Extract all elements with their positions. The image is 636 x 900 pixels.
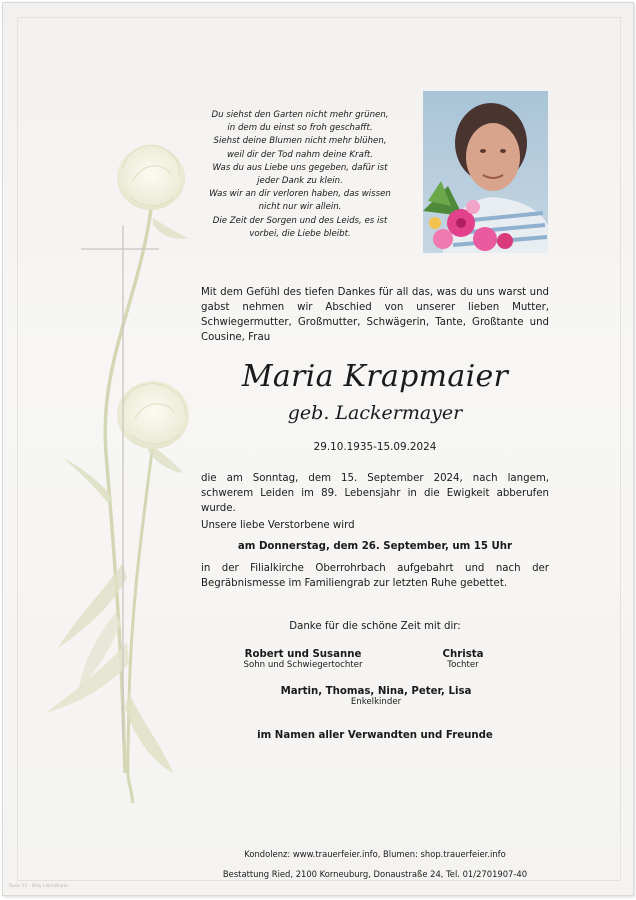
poem-line: Du siehst den Garten nicht mehr grünen, <box>211 110 389 120</box>
mourner-entry <box>413 649 513 670</box>
deceased-name: Maria Krapmaier <box>241 359 509 394</box>
rose-illustration <box>3 3 203 895</box>
poem-line: Was du aus Liebe uns gegeben, dafür ist <box>212 162 388 173</box>
mourner-relation: Sohn und Schwiegertochter <box>243 660 363 670</box>
funeral-date: am Donnerstag, dem 26. September, um 15 Uhr <box>237 541 513 552</box>
life-dates: 29.10.1935-15.09.2024 <box>313 441 437 453</box>
portrait-photo <box>423 91 548 253</box>
closing-line: im Namen aller Verwandten und Freunde <box>257 730 493 741</box>
mourner-names: Robert und Susanne <box>244 649 362 660</box>
mourner-relation: Enkelkinder <box>350 697 402 707</box>
poem-line: jeder Dank zu klein. <box>257 176 343 187</box>
mourner-relation: Tochter <box>447 660 479 670</box>
intro-text: Mit dem Gefühl des tiefen Dankes für all das, was du uns warst und gabst nehmen wir Abschied von unserer lieben Mutter, Schwiegermutter, Großmutter, Schwägerin, Tante, Großtante und Cousine, Frau <box>201 287 549 343</box>
death-text: die am Sonntag, dem 15. September 2024, nach langem, schwerem Leiden im 89. Lebensjahr in die Ewigkeit abberufen wurde. <box>201 473 549 514</box>
poem-line: weil dir der Tod nahm deine Kraft. <box>227 149 373 160</box>
mourner-entry <box>251 686 501 707</box>
poem-line: nicht nur wir allein. <box>258 202 342 213</box>
mourner-names: Martin, Thomas, Nina, Peter, Lisa <box>280 686 472 697</box>
condolence-info: Kondolenz: www.trauerfeier.info, Blumen: shop.trauerfeier.info <box>244 849 506 859</box>
poem-line: vorbei, die Liebe bleibt. <box>249 228 351 239</box>
thanks-line: Danke für die schöne Zeit mit dir: <box>289 621 461 632</box>
obituary-card <box>2 2 634 896</box>
mourner-names: Christa <box>442 649 484 660</box>
mourner-entry <box>223 649 383 670</box>
maiden-name: geb. Lackermayer <box>287 402 463 424</box>
funeral-place: in der Filialkirche Oberrohrbach aufgebahrt und nach der Begräbnismesse im Familiengrab zur letzten Ruhe gebettet. <box>201 563 549 589</box>
poem-line: Was wir an dir verloren haben, das wissen <box>209 189 391 200</box>
image-credit: Rose 11 - Billy Lisch/Karlo <box>9 884 68 889</box>
poem-line: Siehst deine Blumen nicht mehr blühen, <box>213 136 387 147</box>
poem <box>198 109 402 241</box>
company-info: Bestattung Ried, 2100 Korneuburg, Donaustraße 24, Tel. 01/2701907-40 <box>222 869 528 879</box>
poem-line: in dem du einst so froh geschafft. <box>227 123 373 134</box>
poem-line: Die Zeit der Sorgen und des Leids, es ist <box>212 215 388 226</box>
funeral-intro: Unsere liebe Verstorbene wird <box>201 520 355 531</box>
